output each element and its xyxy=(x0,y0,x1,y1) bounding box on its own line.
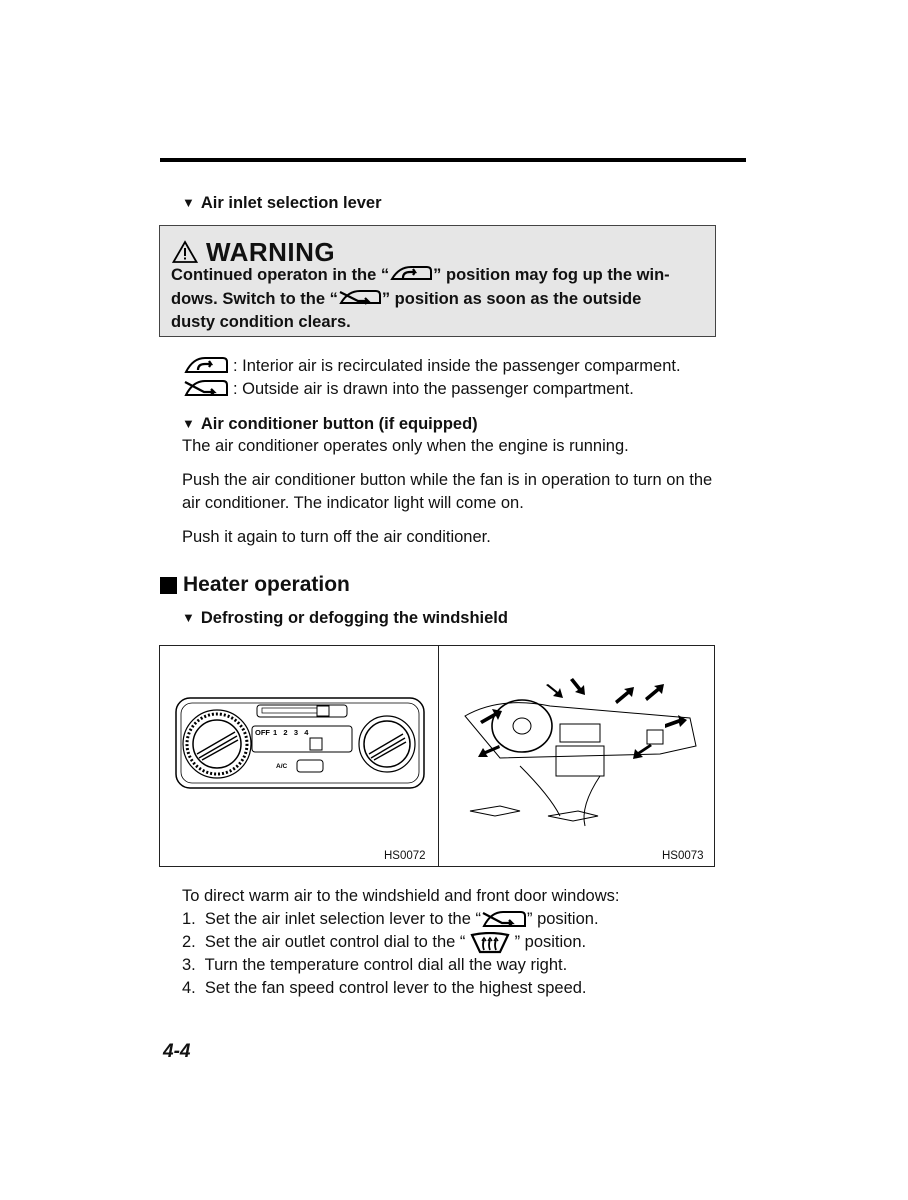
triangle-bullet-icon: ▼ xyxy=(182,416,195,431)
outside-air-icon xyxy=(183,379,229,399)
recirculate-air-icon xyxy=(389,265,433,283)
subheading-defrost: ▼ Defrosting or defogging the windshield xyxy=(182,609,508,627)
top-rule xyxy=(160,158,746,162)
heater-control-panel-illustration xyxy=(172,694,432,794)
paragraph: Push the air conditioner button while the fan is in operation to turn on the air conditioner. The indicator light will come on. xyxy=(182,471,713,512)
warning-box xyxy=(159,225,716,337)
heading-heater-operation: Heater operation xyxy=(160,573,350,597)
triangle-bullet-icon: ▼ xyxy=(182,195,195,210)
instruction-steps xyxy=(182,885,619,1000)
paragraph: Push it again to turn off the air conditioner. xyxy=(182,528,491,546)
step-4: 4. Set the fan speed control lever to the highest speed. xyxy=(182,979,587,997)
warning-triangle-icon xyxy=(172,240,198,264)
panel-speed-labels: 1 2 3 4 xyxy=(273,728,309,737)
triangle-bullet-icon: ▼ xyxy=(182,610,195,625)
recirculate-air-icon xyxy=(183,356,229,376)
outside-air-icon xyxy=(481,910,527,930)
page-number: 4-4 xyxy=(163,1041,191,1062)
subheading-air-inlet: ▼ Air inlet selection lever xyxy=(182,194,382,212)
figure-code-left: HS0072 xyxy=(384,850,426,862)
step-2: 2. Set the air outlet control dial to the “ ” position. xyxy=(182,931,619,954)
figure-panel xyxy=(159,645,715,867)
dashboard-airflow-illustration xyxy=(460,666,700,836)
figure-divider xyxy=(438,646,439,866)
step-1: 1. Set the air inlet selection lever to the “ ” position. xyxy=(182,910,599,928)
warning-title: WARNING xyxy=(172,236,335,268)
outside-air-icon xyxy=(338,289,382,307)
step-3: 3. Turn the temperature control dial all the way right. xyxy=(182,956,568,974)
legend-recirculate: : Interior air is recirculated inside the passenger comparment. xyxy=(183,355,681,377)
panel-ac-label: A/C xyxy=(276,763,288,770)
square-bullet-icon xyxy=(160,577,177,594)
legend-outside: : Outside air is drawn into the passenger compartment. xyxy=(183,378,634,400)
paragraph: The air conditioner operates only when the engine is running. xyxy=(182,437,629,455)
subheading-ac: ▼ Air conditioner button (if equipped) xyxy=(182,415,478,433)
panel-off-label: OFF xyxy=(255,728,270,737)
figure-code-right: HS0073 xyxy=(662,850,704,862)
steps-intro: To direct warm air to the windshield and front door windows: xyxy=(182,887,620,905)
warning-text: Continued operaton in the “ ” position may fog up the win- dows. Switch to the “ ” position as soon as the outside dusty condition clears. xyxy=(171,266,670,331)
defrost-icon xyxy=(470,932,510,954)
